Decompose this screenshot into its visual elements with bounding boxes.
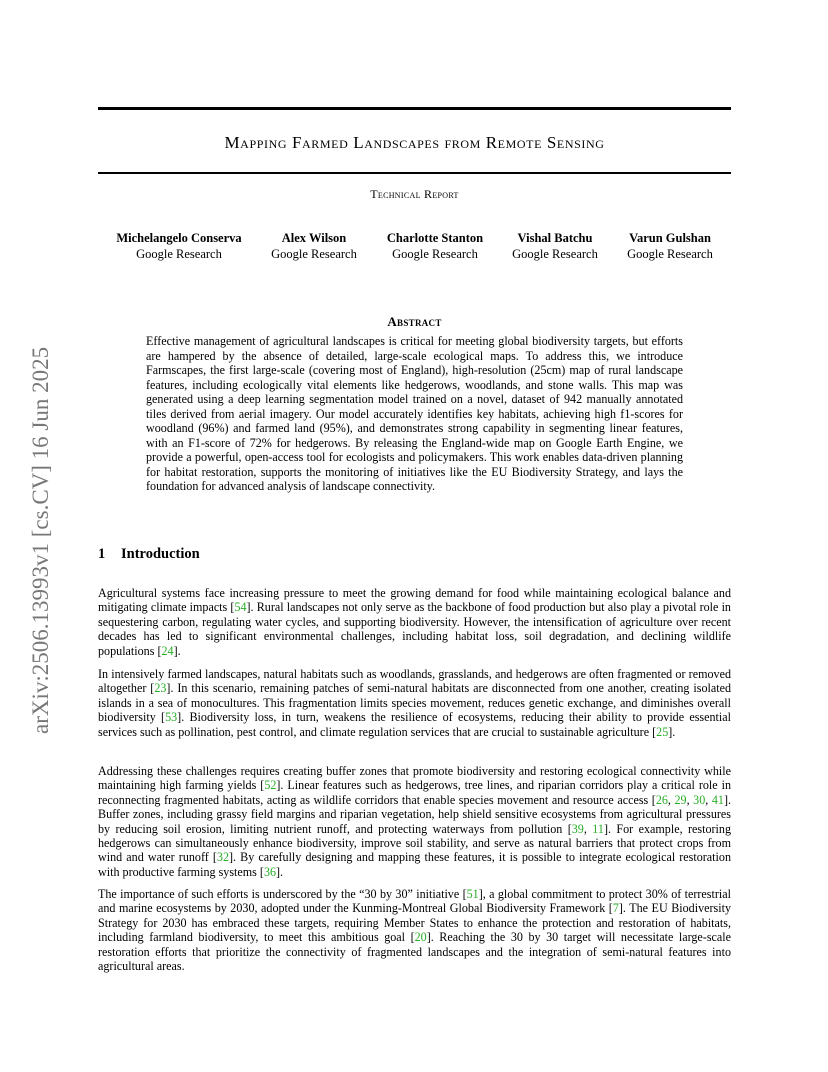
citation-link[interactable]: 7: [612, 901, 619, 916]
section-title: Introduction: [121, 546, 200, 562]
section-heading: [98, 546, 200, 563]
abstract-text: Effective management of agricultural landscapes is critical for meeting global biodiversity targets, but efforts are hampered by the absence of detailed, large-scale ecological maps. To address this, we introduce Farmscapes, the first large-scale (covering most of England), high-resolution (25cm) map of rural landscape features, including ecologically vital elements like hedgerows, woodlands, and stone walls. This map was generated using a deep learning segmentation model trained on a novel, dataset of 942 manually annotated tiles derived from aerial imagery. Our model accurately identifies key habitats, achieving high f1-scores for woodland (96%) and farmed land (95%), and demonstrates strong capability in segmenting linear features, with an F1-score of 72% for hedgerows. By releasing the England-wide map on Google Earth Engine, we provide a powerful, open-access tool for ecologists and policymakers. This work enables data-driven planning for habitat restoration, supports the monitoring of initiatives like the EU Biodiversity Strategy, and lays the foundation for advanced analysis of landscape connectivity.: [146, 334, 683, 493]
author-block: [266, 230, 362, 262]
body-paragraph: Agricultural systems face increasing pressure to meet the growing demand for food while maintaining ecological balance and mitigating climate impacts [54]. Rural landscapes not only serve as the backbone of food production but also play a pivotal role in sequestering carbon, regulating water cycles, and supporting biodiversity. However, the intensification of agriculture over recent decades has led to significant environmental challenges, including habitat loss, soil degradation, and declining wildlife populations [24].: [98, 586, 731, 658]
citation-link[interactable]: 29: [674, 792, 687, 807]
body-paragraph: The importance of such efforts is underscored by the “30 by 30” initiative [51], a global commitment to protect 30% of terrestrial and marine ecosystems by 2030, adopted under the Kunming-Montreal Global Biodiversity Framework [7]. The EU Biodiversity Strategy for 2030 has embraced these targets, requiring Member States to enhance the protection and restoration of habitats, including farmland biodiversity, to meet this ambitious goal [20]. Reaching the 30 by 30 target will necessitate large-scale restoration efforts that prioritize the connectivity of fragmented landscapes and the integration of semi-natural features into agricultural areas.: [98, 887, 732, 974]
citation-link[interactable]: 23: [154, 681, 167, 696]
author-block: [506, 230, 604, 262]
author-block: [106, 230, 252, 262]
author-affiliation: Google Research: [392, 247, 478, 261]
title-rule-top: [98, 107, 731, 110]
author-affiliation: Google Research: [271, 247, 357, 261]
author-name: Charlotte Stanton: [386, 231, 484, 245]
body-paragraph: Addressing these challenges requires creating buffer zones that promote biodiversity and restoring ecological connectivity while maintaining high farming yields [52]. Linear features such as hedgerows, tree lines, and riparian corridors play a critical role in reconnecting fragmented habitats, acting as wildlife corridors that enable species movement and resource access [26, 29, 30, 41]. Buffer zones, including grassy field margins and riparian vegetation, help shield sensitive ecosystems from agricultural pressures by reducing soil erosion, limiting nutrient runoff, and protecting waterways from pollution [39, 11]. For example, restoring hedgerows can simultaneously enhance biodiversity, improve soil stability, and serve as natural barriers that protect crops from wind and water runoff [32]. By carefully designing and mapping these features, it is possible to integrate ecological restoration with productive farming systems [36].: [98, 764, 731, 879]
citation-link[interactable]: 36: [263, 864, 277, 879]
citation-link[interactable]: 52: [264, 778, 277, 793]
author-name: Michelangelo Conserva: [116, 231, 242, 245]
author-block: [380, 230, 490, 262]
citation-link[interactable]: 26: [655, 792, 668, 807]
report-type: Technical Report: [370, 187, 459, 201]
citation-link[interactable]: 51: [466, 887, 479, 901]
author-name: Vishal Batchu: [517, 231, 593, 245]
arxiv-identifier: arXiv:2506.13993v1 [cs.CV] 16 Jun 2025: [28, 346, 53, 734]
author-affiliation: Google Research: [627, 247, 713, 261]
body-paragraph: In intensively farmed landscapes, natural habitats such as woodlands, grasslands, and hedgerows are often fragmented or removed altogether [23]. In this scenario, remaining patches of semi-natural habitats are disconnected from one another, creating isolated islands in a sea of monocultures. This fragmentation limits species movement, reduces genetic exchange, and diminishes overall biodiversity [53]. Biodiversity loss, in turn, weakens the resilience of ecosystems, reducing their ability to provide essential services such as pollination, pest control, and climate regulation services that are crucial to sustainable agriculture [25].: [98, 667, 732, 739]
citation-link[interactable]: 32: [216, 850, 230, 865]
citation-link[interactable]: 41: [711, 792, 724, 807]
citation-link[interactable]: 54: [234, 600, 247, 615]
author-name: Alex Wilson: [281, 231, 347, 245]
citation-link[interactable]: 20: [414, 930, 427, 945]
author-block: [621, 230, 719, 262]
citation-link[interactable]: 30: [693, 792, 706, 807]
author-name: Varun Gulshan: [629, 231, 711, 245]
section-number: 1: [98, 546, 106, 562]
abstract-heading: Abstract: [387, 314, 442, 329]
citation-link[interactable]: 39: [571, 821, 584, 836]
citation-link[interactable]: 53: [165, 710, 178, 725]
author-affiliation: Google Research: [512, 247, 598, 261]
citation-link[interactable]: 24: [161, 643, 174, 658]
author-affiliation: Google Research: [136, 247, 222, 261]
citation-link[interactable]: 11: [592, 821, 604, 836]
paper-title: Mapping Farmed Landscapes from Remote Sensing: [224, 133, 605, 152]
author-list: [106, 230, 726, 270]
title-rule-bottom: [98, 172, 731, 174]
citation-link[interactable]: 25: [656, 724, 669, 739]
